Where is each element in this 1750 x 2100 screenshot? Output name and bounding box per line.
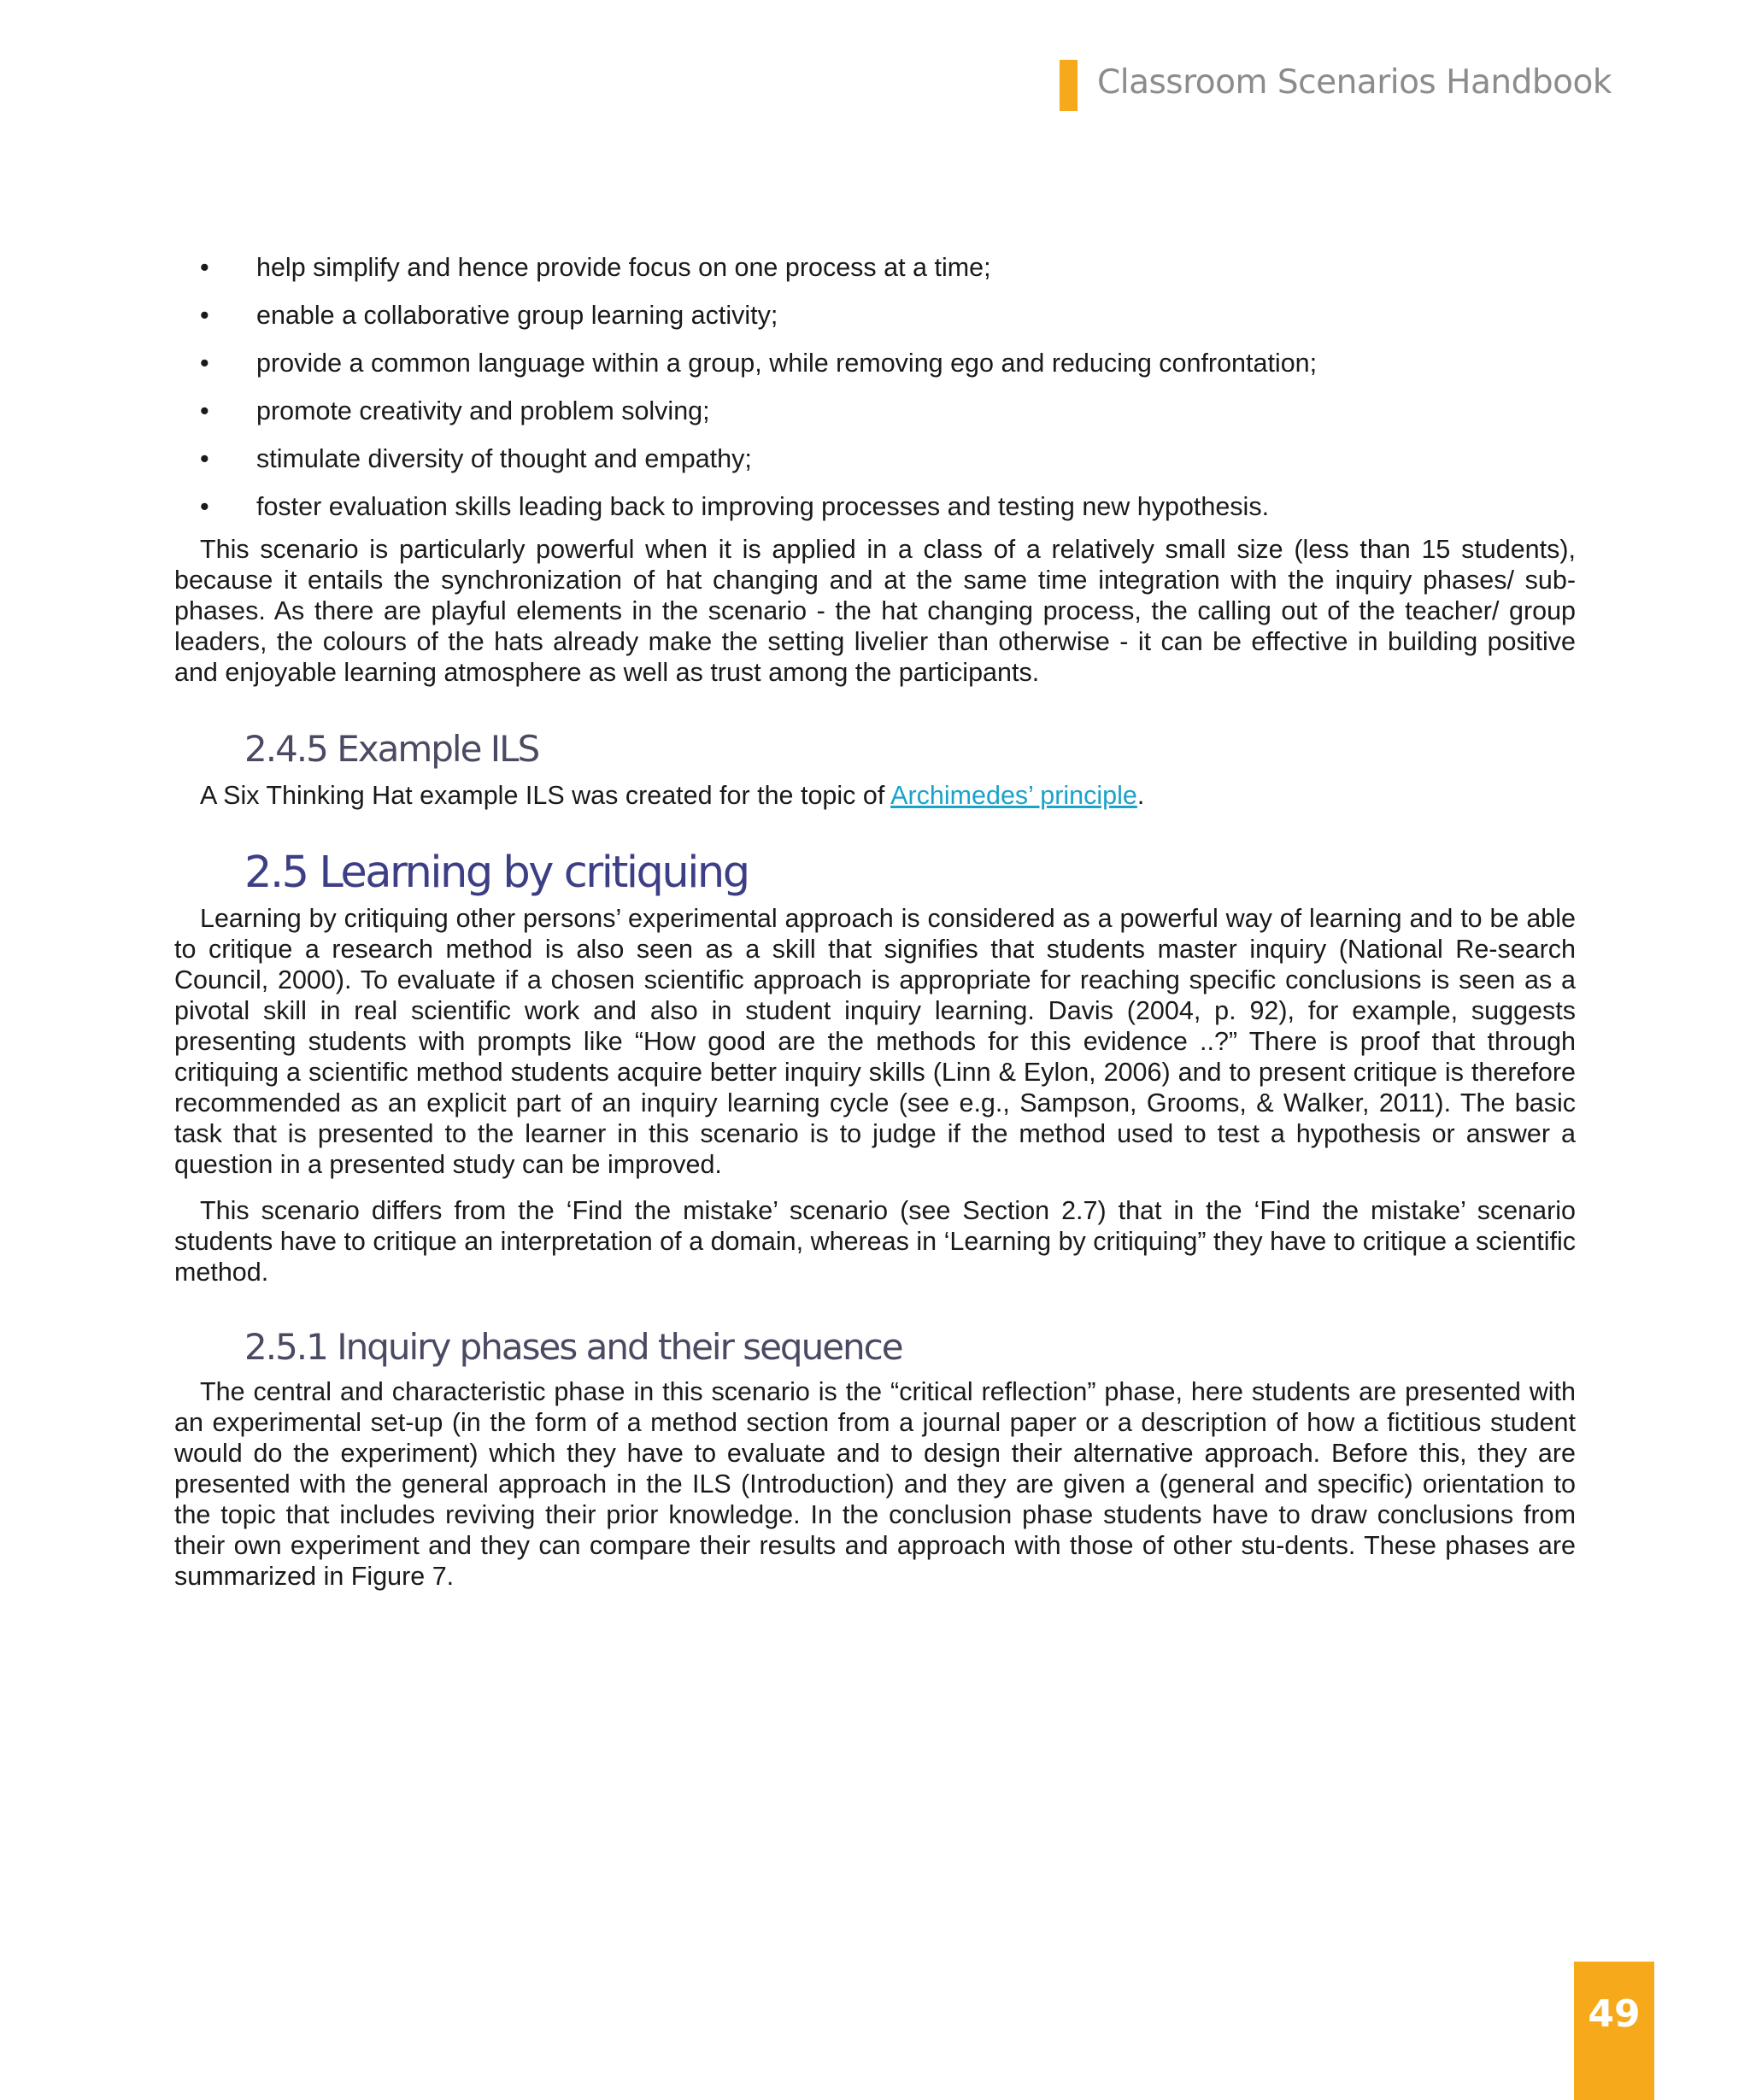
page-number: 49 [1588, 1992, 1641, 2036]
header-accent-bar [1060, 60, 1078, 111]
bullet-icon: • [200, 444, 209, 473]
bullet-icon: • [200, 349, 209, 378]
bullet-list [174, 252, 1576, 522]
critiquing-paragraph-2: This scenario differs from the ‘Find the mistake’ scenario (see Section 2.7) that in the ‘Find the mistake’ scenario students have to critique an interpretation of a domain, whereas in ‘Learning by critiquing” they have to critique a scientific method. [174, 1196, 1576, 1287]
running-header [1060, 58, 1612, 113]
heading-2-4-5: 2.4.5 Example ILS [244, 728, 539, 770]
page-content [174, 252, 1576, 1592]
critiquing-paragraph-1: Learning by critiquing other persons’ experimental approach is considered as a powerful way of learning and to be able to critique a research method is also seen as a skill that signifies that students master inquiry (National Re-search Council, 2000). To evaluate if a chosen scientific approach is appropriate for reaching specific conclusions is seen as a pivotal skill in real scientific work and also in student inquiry learning. Davis (2004, p. 92), for example, suggests presenting students with prompts like “How good are the methods for this evidence ..?” There is proof that through critiquing a scientific method students acquire better inquiry skills (Linn & Eylon, 2006) and to present critique is therefore recommended as an explicit part of an inquiry learning cycle (see e.g., Sampson, Grooms, & Walker, 2011). The basic task that is presented to the learner in this scenario is to judge if the method used to test a hypothesis or answer a question in a presented study can be improved. [174, 904, 1576, 1179]
bullet-icon: • [200, 301, 209, 330]
list-item: • stimulate diversity of thought and empathy; [200, 444, 752, 473]
archimedes-principle-link[interactable]: Archimedes’ principle [890, 781, 1137, 810]
heading-2-5-1: 2.5.1 Inquiry phases and their sequence [244, 1326, 902, 1368]
heading-2-5: 2.5 Learning by critiquing [244, 848, 749, 898]
example-ils-paragraph: A Six Thinking Hat example ILS was created for the topic of Archimedes’ principle. [200, 781, 1145, 810]
header-title: Classroom Scenarios Handbook [1097, 63, 1612, 102]
intro-paragraph: This scenario is particularly powerful when it is applied in a class of a relatively small size (less than 15 students), because it entails the synchronization of hat changing and at the same time integration with the inquiry phases/ sub-phases. As there are playful elements in the scenario - the hat changing process, the calling out of the teacher/ group leaders, the colours of the hats already make the setting livelier than otherwise - it can be effective in building positive and enjoyable learning atmosphere as well as trust among the participants. [174, 535, 1576, 687]
list-item: • enable a collaborative group learning activity; [200, 301, 778, 330]
bullet-icon: • [200, 253, 209, 282]
page-number-tab [1574, 1962, 1654, 2100]
list-item: • promote creativity and problem solving; [200, 396, 710, 425]
list-item: • provide a common language within a group, while removing ego and reducing confrontation; [200, 349, 1318, 378]
list-item: • foster evaluation skills leading back to improving processes and testing new hypothesis. [200, 492, 1270, 521]
bullet-icon: • [200, 396, 209, 425]
bullet-icon: • [200, 492, 209, 521]
inquiry-phases-paragraph: The central and characteristic phase in this scenario is the “critical reflection” phase, here students are presented with an experimental set-up (in the form of a method section from a journal paper or a description of how a fictitious student would do the experiment) which they have to evaluate and to design their alternative approach. Before this, they are presented with the general approach in the ILS (Introduction) and they are given a (general and specific) orientation to the topic that includes reviving their prior knowledge. In the conclusion phase students have to draw conclusions from their own experiment and they can compare their results and approach with those of other stu-dents. These phases are summarized in Figure 7. [174, 1377, 1576, 1591]
list-item: • help simplify and hence provide focus on one process at a time; [200, 253, 991, 282]
